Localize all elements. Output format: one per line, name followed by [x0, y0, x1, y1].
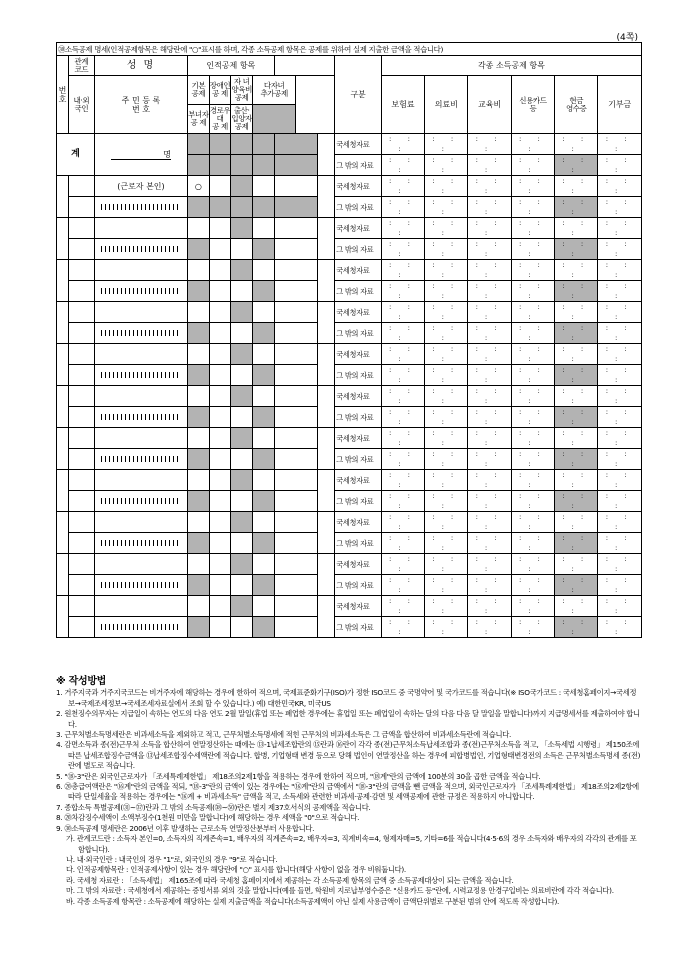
amount-cell[interactable]: : : : [598, 407, 642, 428]
amount-cell[interactable]: : : : [468, 260, 511, 281]
amount-cell[interactable]: : : : [555, 365, 598, 386]
amount-cell[interactable]: : : : [381, 596, 424, 617]
amount-cell[interactable]: : : : [381, 386, 424, 407]
source-nts: 국세청자료 [335, 428, 382, 449]
resident-number-cell[interactable] [94, 491, 187, 512]
amount-cell[interactable]: : : : [425, 428, 468, 449]
amount-cell[interactable]: : : : [511, 323, 554, 344]
amount-cell[interactable]: : : : [468, 386, 511, 407]
amount-cell[interactable]: : : : [425, 596, 468, 617]
amount-cell[interactable]: : : : [425, 554, 468, 575]
row-number-header: 번 호 [57, 56, 69, 134]
amount-cell[interactable]: : : : [425, 134, 468, 155]
source-other: 그 밖의 자료 [335, 533, 382, 554]
source-nts: 국세청자료 [335, 344, 382, 365]
amount-cell[interactable]: : : : [511, 176, 554, 197]
amount-cell[interactable]: : : : [555, 596, 598, 617]
relation-code-header: 관계 코드 [68, 56, 94, 76]
name-cell[interactable] [94, 428, 187, 449]
source-nts: 국세청자료 [335, 218, 382, 239]
cash-receipt-header: 현금 영수증 [555, 76, 598, 134]
source-nts: 국세청자료 [335, 386, 382, 407]
amount-cell[interactable]: : : : [511, 365, 554, 386]
childcare-deduction-header: 자 녀 양육비 공제 [231, 76, 253, 105]
amount-cell[interactable]: : : : [555, 197, 598, 218]
resident-number-cell[interactable] [94, 281, 187, 302]
amount-cell[interactable]: : : : [468, 239, 511, 260]
name-cell[interactable] [94, 344, 187, 365]
source-nts: 국세청자료 [335, 512, 382, 533]
category-header: 구분 [335, 56, 382, 134]
row-number[interactable] [57, 470, 69, 512]
amount-cell[interactable]: : : : [511, 449, 554, 470]
amount-cell[interactable]: : : : [381, 512, 424, 533]
amount-cell[interactable]: : : : [425, 155, 468, 176]
amount-cell[interactable]: : : : [555, 344, 598, 365]
amount-cell[interactable]: : : : [381, 155, 424, 176]
amount-cell[interactable]: : : : [598, 554, 642, 575]
instruction-sub-item: 라. 국세청 자료란 : 「소득세법」 제165조에 따라 국세청 홈페이지에서 제공하는 각 소득공제 항목의 금액 중 소득공제대상이 되는 금액을 적습니다. [66, 875, 514, 885]
amount-cell[interactable]: : : : [511, 134, 554, 155]
insurance-header: 보험료 [381, 76, 424, 134]
row-number[interactable] [57, 428, 69, 470]
instruction-item: 9. ㉚소득공제 명세란은 2006년 이후 발생하는 근로소득 연말정산분부터 사용합니다. [56, 823, 315, 833]
name-cell[interactable] [94, 470, 187, 491]
amount-cell[interactable]: : : : [555, 533, 598, 554]
amount-cell[interactable]: : : : [381, 344, 424, 365]
amount-cell[interactable]: : : : [425, 449, 468, 470]
amount-cell[interactable]: : : : [555, 302, 598, 323]
resident-number-cell[interactable] [94, 407, 187, 428]
amount-cell[interactable]: : : : [425, 344, 468, 365]
relation-code-cell[interactable] [68, 302, 94, 323]
amount-cell[interactable]: : : : [598, 155, 642, 176]
nationality-cell[interactable] [68, 281, 94, 302]
instruction-item: 4. 감면소득과 종(전)근무처 소득을 합산하여 연말정산하는 때에는 ⑬-1납세조합란의 ⑮란과 ⑯란이 각각 종(전)근무처소득납세조합과 종(전)근무처소득을 적고, 「소득세법 시행령」 제150조에 따른 납세조합징수금액을 ⑬납세조합징수세액란에 적습니다. 합병, 기업형태 변경 등으로 당해 법인이 연말정산을 하는 경우에 피합병법인, 기업형태변경전의 소득은 근무처별소득명세 종(전)란에 별도로 적습니다. [56, 740, 641, 771]
instruction-sub-item: 다. 인적공제항목란 : 인적공제사항이 있는 경우 해당란에 "○" 표시를 합니다(해당 사항이 없을 경우 비워둡니다). [66, 865, 406, 875]
nationality-cell[interactable] [68, 575, 94, 596]
amount-cell[interactable]: : : : [598, 575, 642, 596]
amount-cell[interactable]: : : : [381, 470, 424, 491]
amount-cell[interactable]: : : : [425, 365, 468, 386]
amount-cell[interactable]: : : : [425, 323, 468, 344]
amount-cell[interactable]: : : : [425, 617, 468, 638]
resident-number-cell[interactable] [94, 449, 187, 470]
amount-cell[interactable]: : : : [555, 470, 598, 491]
birth-adoption-header: 출산· 입양자 공제 [231, 105, 253, 134]
amount-cell[interactable]: : : : [511, 596, 554, 617]
amount-cell[interactable]: : : : [468, 218, 511, 239]
amount-cell[interactable]: : : : [511, 260, 554, 281]
amount-cell[interactable]: : : : [381, 176, 424, 197]
name-cell[interactable] [94, 386, 187, 407]
name-cell[interactable] [94, 260, 187, 281]
personal-deduction-header: 인적공제 항목 [188, 56, 275, 76]
nationality-cell[interactable] [68, 407, 94, 428]
amount-cell[interactable]: : : : [511, 428, 554, 449]
resident-number-cell[interactable] [94, 323, 187, 344]
total-count: 명 [94, 134, 187, 176]
amount-cell[interactable]: : : : [468, 596, 511, 617]
instruction-item: 1. 거주지국과 거주지국코드는 비거주자에 해당하는 경우에 한하여 적으며, 국제표준화기구(ISO)가 정한 ISO코드 중 국명약어 및 국가코드를 적습니다(※ ISO국가코드 : 국세청홈페이지→국세정보→국제조세정보→국세조세자료실에서 조회 할 수 있습니다.) 예) 대한민국KR, 미국US [56, 688, 637, 708]
amount-cell[interactable]: : : : [511, 302, 554, 323]
instruction-sub-item: 가. 관계코드란 : 소득자 본인=0, 소득자의 직계존속=1, 배우자의 직계존속=2, 배우자=3, 직계비속=4, 형제자매=5, 기타=6를 적습니다(4·5·6의 경우 소득자와 배우자의 각각의 관계를 포함합니다). [66, 834, 637, 854]
amount-cell[interactable]: : : : [598, 386, 642, 407]
source-other: 그 밖의 자료 [335, 323, 382, 344]
amount-cell[interactable]: : : : [555, 134, 598, 155]
amount-cell[interactable]: : : : [381, 239, 424, 260]
instructions-heading: ※ 작성방법 [56, 676, 107, 687]
donation-header: 기부금 [598, 76, 642, 134]
amount-cell[interactable]: : : : [381, 281, 424, 302]
amount-cell[interactable]: : : : [555, 155, 598, 176]
amount-cell[interactable]: : : : [381, 617, 424, 638]
amount-cell[interactable]: : : : [511, 617, 554, 638]
amount-cell[interactable]: : : : [598, 491, 642, 512]
amount-cell[interactable]: : : : [381, 323, 424, 344]
row-number[interactable] [57, 302, 69, 344]
amount-cell[interactable]: : : : [468, 575, 511, 596]
amount-cell[interactable]: : : : [425, 470, 468, 491]
amount-cell[interactable]: : : : [425, 239, 468, 260]
source-other: 그 밖의 자료 [335, 155, 382, 176]
row-number[interactable] [57, 218, 69, 260]
amount-cell[interactable]: : : : [598, 344, 642, 365]
nationality-cell[interactable] [68, 449, 94, 470]
amount-cell[interactable]: : : : [425, 197, 468, 218]
deduction-table [56, 42, 642, 638]
resident-number-header: 주 민 등 록 번 호 [94, 76, 187, 134]
source-other: 그 밖의 자료 [335, 239, 382, 260]
amount-cell[interactable]: : : : [555, 239, 598, 260]
relation-code-cell[interactable] [68, 344, 94, 365]
resident-number-cell[interactable] [94, 533, 187, 554]
relation-code-cell[interactable] [68, 386, 94, 407]
amount-cell[interactable]: : : : [381, 365, 424, 386]
amount-cell[interactable]: : : : [598, 176, 642, 197]
source-other: 그 밖의 자료 [335, 407, 382, 428]
relation-code-cell[interactable] [68, 596, 94, 617]
amount-cell[interactable]: : : : [555, 176, 598, 197]
amount-cell[interactable]: : : : [555, 617, 598, 638]
relation-code-cell[interactable] [68, 470, 94, 491]
amount-cell[interactable]: : : : [555, 323, 598, 344]
employee-self-label: (근로자 본인) [94, 176, 187, 197]
medical-header: 의료비 [425, 76, 468, 134]
resident-number-cell[interactable] [94, 197, 187, 218]
amount-cell[interactable]: : : : [381, 575, 424, 596]
multichild-deduction-header: 다자녀 추가공제 [252, 76, 295, 105]
amount-cell[interactable]: : : : [468, 449, 511, 470]
row-number[interactable] [57, 260, 69, 302]
row-number[interactable] [57, 596, 69, 638]
amount-cell[interactable]: : : : [425, 491, 468, 512]
instruction-item: 2. 원천징수의무자는 지급일이 속하는 연도의 다음 연도 2월 말일(휴업 또는 폐업한 경우에는 휴업일 또는 폐업일이 속하는 달의 다음 다음 달 말일을 말합니다)까지 지급명세서를 제출하여야 합니다. [56, 709, 640, 729]
name-cell[interactable] [94, 302, 187, 323]
amount-cell[interactable]: : : : [555, 512, 598, 533]
row-number[interactable] [57, 386, 69, 428]
credit-card-header: 신용카드 등 [511, 76, 554, 134]
source-nts: 국세청자료 [335, 134, 382, 155]
amount-cell[interactable]: : : : [598, 260, 642, 281]
amount-cell[interactable]: : : : [425, 512, 468, 533]
women-deduction-header: 부녀자 공 제 [188, 105, 210, 134]
amount-cell[interactable]: : : : [511, 554, 554, 575]
instruction-item: 3. 근무처별소득명세란은 비과세소득을 제외하고 적고, 근무처별소득명세에 적힌 근무처의 비과세소득은 그 금액을 합산하여 비과세소득란에 적습니다. [56, 730, 512, 740]
amount-cell[interactable]: : : : [381, 302, 424, 323]
row-number[interactable] [57, 554, 69, 596]
name-cell[interactable] [94, 512, 187, 533]
education-header: 교육비 [468, 76, 511, 134]
amount-cell[interactable]: : : : [511, 575, 554, 596]
basic-deduction-mark[interactable]: ○ [188, 176, 210, 197]
name-header: 성 명 [94, 56, 187, 76]
amount-cell[interactable]: : : : [511, 407, 554, 428]
amount-cell[interactable]: : : : [381, 428, 424, 449]
amount-cell[interactable]: : : : [468, 407, 511, 428]
amount-cell[interactable]: : : : [381, 407, 424, 428]
amount-cell[interactable]: : : : [598, 239, 642, 260]
amount-cell[interactable]: : : : [468, 176, 511, 197]
disabled-deduction-header: 장애인 공 제 [209, 76, 231, 105]
relation-code-cell[interactable] [68, 512, 94, 533]
source-nts: 국세청자료 [335, 596, 382, 617]
amount-cell[interactable]: : : : [511, 239, 554, 260]
amount-cell[interactable]: : : : [425, 302, 468, 323]
amount-cell[interactable]: : : : [555, 386, 598, 407]
row-number[interactable] [57, 512, 69, 554]
source-nts: 국세청자료 [335, 260, 382, 281]
instruction-item: 7. 종합소득 특별공제(㉛~㊲)란과 그 밖의 소득공제(㊳~㊿)란은 별지 제37호서식의 공제액을 적습니다. [56, 802, 371, 812]
amount-cell[interactable]: : : : [468, 365, 511, 386]
row-number[interactable] [57, 176, 69, 218]
amount-cell[interactable]: : : : [598, 218, 642, 239]
amount-cell[interactable]: : : : [511, 281, 554, 302]
amount-cell[interactable]: : : : [381, 134, 424, 155]
amount-cell[interactable]: : : : [468, 281, 511, 302]
amount-cell[interactable]: : : : [425, 407, 468, 428]
amount-cell[interactable]: : : : [468, 197, 511, 218]
amount-cell[interactable]: : : : [555, 575, 598, 596]
nationality-cell[interactable] [68, 323, 94, 344]
amount-cell[interactable]: : : : [511, 197, 554, 218]
resident-number-cell[interactable] [94, 617, 187, 638]
instruction-sub-item: 바. 각종 소득공제 항목란 : 소득공제에 해당하는 실제 지출금액을 적습니다(소득공제액이 아닌 실제 사용금액이 금액단위별로 구분된 범위 안에 적도록 작성합니다). [66, 896, 560, 906]
amount-cell[interactable]: : : : [425, 260, 468, 281]
source-nts: 국세청자료 [335, 470, 382, 491]
amount-cell[interactable]: : : : [381, 260, 424, 281]
page-number: (4쪽) [616, 33, 638, 43]
amount-cell[interactable]: : : : [468, 428, 511, 449]
amount-cell[interactable]: : : : [468, 554, 511, 575]
amount-cell[interactable]: : : : [555, 449, 598, 470]
row-number[interactable] [57, 344, 69, 386]
resident-number-cell[interactable] [94, 575, 187, 596]
amount-cell[interactable]: : : : [598, 533, 642, 554]
instruction-sub-item: 나. 내·외국인란 : 내국인의 경우 "1"로, 외국인의 경우 "9"로 적습니다. [66, 854, 278, 864]
instruction-item: 6. ⑳총급여액란은 "⑯계"란의 금액을 적되, "⑱-3"란의 금액이 있는 경우에는 "⑯계"란의 금액에서 "⑱-3"란의 금액을 뺀 금액을 적으며, 외국인근로자가 「조세특례제한법」 제18조의2제2항에 따라 단일세율을 적용하는 경우에는 "⑯계 + 비과세소득" 금액을 적고, 소득세와 관련한 비과세·공제·감면 및 세액공제에 관한 규정은 적용하지 아니합니다. [56, 782, 639, 802]
amount-cell[interactable]: : : : [511, 512, 554, 533]
amount-cell[interactable]: : : : [425, 386, 468, 407]
amount-cell[interactable]: : : : [555, 491, 598, 512]
resident-number-cell[interactable] [94, 365, 187, 386]
name-cell[interactable] [94, 596, 187, 617]
amount-cell[interactable]: : : : [468, 617, 511, 638]
form-title: ㉚소득공제 명세(인적공제항목은 해당란에 "○"표시를 하며, 각종 소득공제 항목은 공제를 위하여 실제 지출한 금액을 적습니다) [57, 43, 642, 56]
amount-cell[interactable]: : : : [598, 323, 642, 344]
amount-cell[interactable]: : : : [598, 617, 642, 638]
basic-deduction-header: 기본 공제 [188, 76, 210, 105]
amount-cell[interactable]: : : : [425, 281, 468, 302]
amount-cell[interactable]: : : : [511, 344, 554, 365]
nationality-cell[interactable] [68, 365, 94, 386]
amount-cell[interactable]: : : : [381, 449, 424, 470]
amount-cell[interactable]: : : : [468, 155, 511, 176]
instruction-item: 5. "⑱-3"란은 외국인근로자가 「조세특례제한법」 제18조의2제1항을 적용하는 경우에 한하여 적으며, "⑱계"란의 금액에 100분의 30을 곱한 금액을 적습니다. [56, 771, 541, 781]
various-deduction-header: 각종 소득공제 항목 [381, 56, 641, 76]
instructions [56, 677, 642, 907]
amount-cell[interactable]: : : : [598, 134, 642, 155]
nationality-cell[interactable] [68, 239, 94, 260]
source-other: 그 밖의 자료 [335, 365, 382, 386]
amount-cell[interactable]: : : : [511, 386, 554, 407]
relation-code-cell[interactable] [68, 260, 94, 281]
amount-cell[interactable]: : : : [598, 449, 642, 470]
source-other: 그 밖의 자료 [335, 617, 382, 638]
source-other: 그 밖의 자료 [335, 449, 382, 470]
source-other: 그 밖의 자료 [335, 197, 382, 218]
amount-cell[interactable]: : : : [381, 218, 424, 239]
amount-cell[interactable]: : : : [468, 344, 511, 365]
source-other: 그 밖의 자료 [335, 575, 382, 596]
amount-cell[interactable]: : : : [468, 512, 511, 533]
amount-cell[interactable]: : : : [381, 533, 424, 554]
nationality-cell[interactable] [68, 491, 94, 512]
amount-cell[interactable]: : : : [468, 323, 511, 344]
amount-cell[interactable]: : : : [598, 281, 642, 302]
source-nts: 국세청자료 [335, 302, 382, 323]
relation-code-cell[interactable] [68, 554, 94, 575]
resident-number-cell[interactable] [94, 239, 187, 260]
nationality-cell[interactable] [68, 533, 94, 554]
amount-cell[interactable]: : : : [381, 554, 424, 575]
amount-cell[interactable]: : : : [511, 491, 554, 512]
amount-cell[interactable]: : : : [598, 197, 642, 218]
amount-cell[interactable]: : : : [511, 218, 554, 239]
amount-cell[interactable]: : : : [468, 491, 511, 512]
amount-cell[interactable]: : : : [598, 428, 642, 449]
relation-code-cell[interactable] [68, 428, 94, 449]
amount-cell[interactable]: : : : [555, 428, 598, 449]
source-other: 그 밖의 자료 [335, 491, 382, 512]
amount-cell[interactable]: : : : [425, 218, 468, 239]
amount-cell[interactable]: : : : [555, 281, 598, 302]
amount-cell[interactable]: : : : [511, 470, 554, 491]
total-label: 계 [57, 134, 95, 176]
elderly-deduction-header: 경로우대 공 제 [209, 105, 231, 134]
nationality-cell[interactable] [68, 197, 94, 218]
amount-cell[interactable]: : : : [468, 134, 511, 155]
amount-cell[interactable]: : : : [598, 470, 642, 491]
amount-cell[interactable]: : : : [425, 575, 468, 596]
relation-code-cell[interactable] [68, 218, 94, 239]
amount-cell[interactable]: : : : [555, 407, 598, 428]
source-other: 그 밖의 자료 [335, 281, 382, 302]
amount-cell[interactable]: : : : [511, 533, 554, 554]
amount-cell[interactable]: : : : [598, 302, 642, 323]
amount-cell[interactable]: : : : [555, 218, 598, 239]
instruction-item: 8. ⑳차감징수세액이 소액부징수(1천원 미만을 말합니다)에 해당하는 경우 세액을 "0"으로 적습니다. [56, 813, 360, 823]
nationality-header: 내·외 국인 [68, 76, 94, 134]
amount-cell[interactable]: : : : [598, 512, 642, 533]
instruction-sub-item: 마. 그 밖의 자료란 : 국세청에서 제공하는 증빙서류 외의 것을 말합니다(예를 들면, 학원비 지로납부영수증은 "신용카드 등"란에, 시력교정용 안경구입비는 의료비란에 각각 적습니다). [66, 886, 614, 896]
amount-cell[interactable]: : : : [468, 533, 511, 554]
nationality-cell[interactable] [68, 617, 94, 638]
amount-cell[interactable]: : : : [555, 260, 598, 281]
amount-cell[interactable]: : : : [468, 302, 511, 323]
amount-cell[interactable]: : : : [511, 155, 554, 176]
amount-cell[interactable]: : : : [598, 596, 642, 617]
amount-cell[interactable]: : : : [555, 554, 598, 575]
source-nts: 국세청자료 [335, 554, 382, 575]
amount-cell[interactable]: : : : [425, 533, 468, 554]
amount-cell[interactable]: : : : [468, 470, 511, 491]
amount-cell[interactable]: : : : [381, 197, 424, 218]
name-cell[interactable] [94, 218, 187, 239]
name-cell[interactable] [94, 554, 187, 575]
amount-cell[interactable]: : : : [425, 176, 468, 197]
relation-code-cell[interactable] [68, 176, 94, 197]
amount-cell[interactable]: : : : [598, 365, 642, 386]
source-nts: 국세청자료 [335, 176, 382, 197]
amount-cell[interactable]: : : : [381, 491, 424, 512]
